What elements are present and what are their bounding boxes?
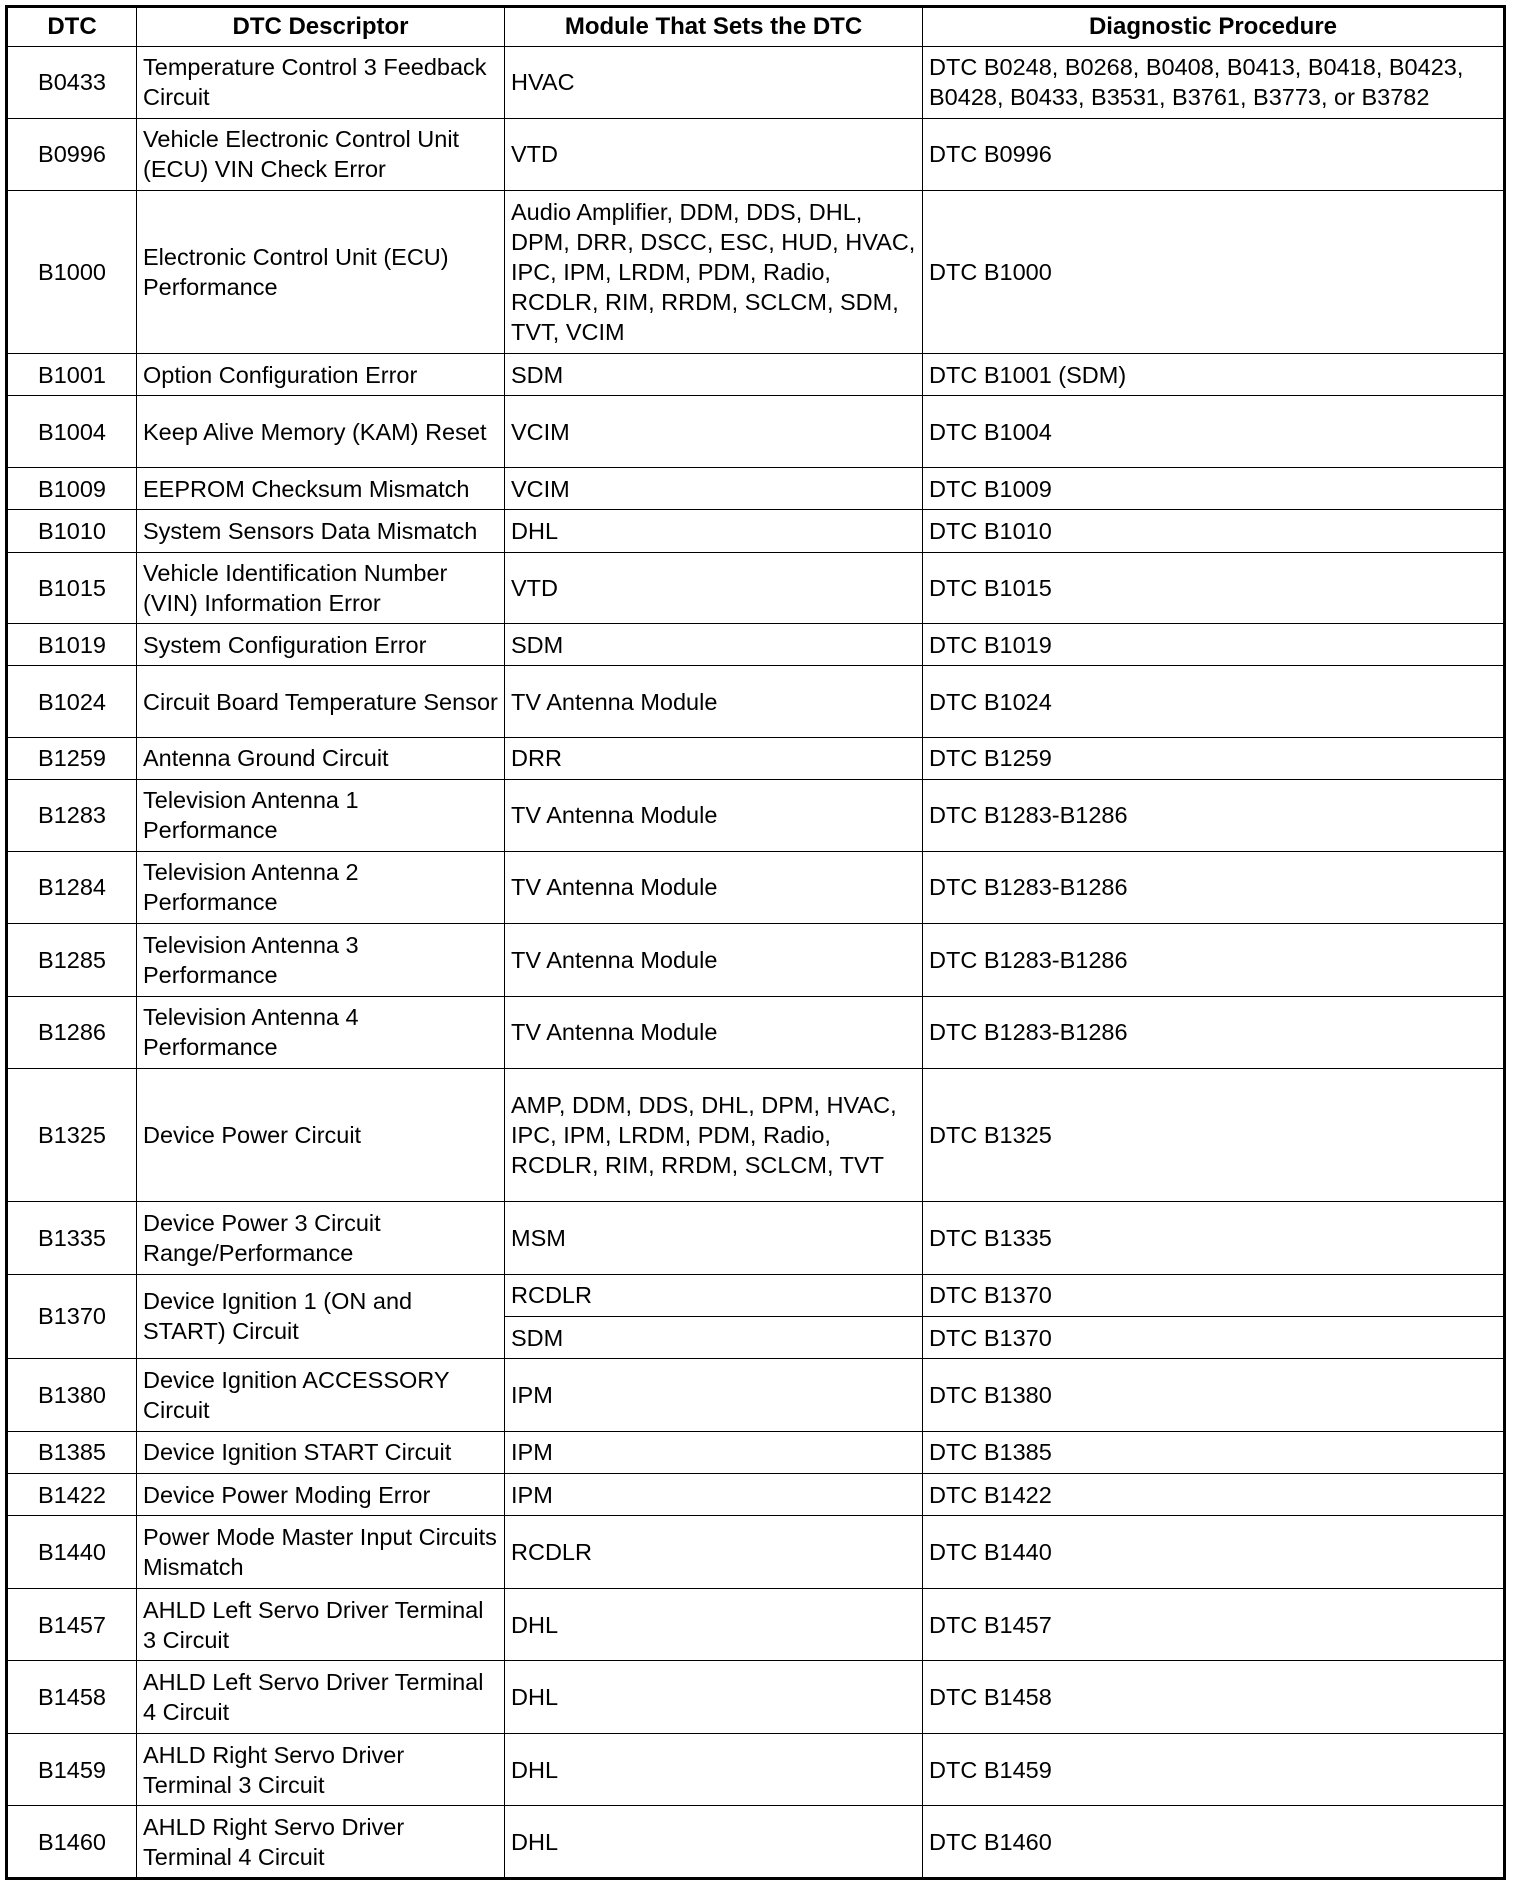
dtc-descriptor: AHLD Right Servo Driver Terminal 3 Circuit (137, 1733, 505, 1806)
diagnostic-procedure: DTC B1024 (923, 666, 1505, 738)
module-name: SDM (505, 1316, 923, 1358)
header-dtc: DTC (7, 7, 137, 47)
module-name: IPM (505, 1473, 923, 1515)
module-name: RCDLR (505, 1516, 923, 1589)
diagnostic-procedure: DTC B1370 (923, 1274, 1505, 1316)
dtc-code: B1325 (7, 1069, 137, 1202)
table-row (7, 1588, 1505, 1661)
table-row (7, 780, 1505, 852)
module-name: VCIM (505, 467, 923, 509)
diagnostic-procedure: DTC B1259 (923, 737, 1505, 779)
table-row (7, 118, 1505, 191)
diagnostic-procedure: DTC B1457 (923, 1588, 1505, 1661)
dtc-descriptor: System Configuration Error (137, 624, 505, 666)
diagnostic-procedure: DTC B1385 (923, 1431, 1505, 1473)
dtc-code: B1457 (7, 1588, 137, 1661)
table-row (7, 737, 1505, 779)
dtc-descriptor: Antenna Ground Circuit (137, 737, 505, 779)
dtc-code: B1440 (7, 1516, 137, 1589)
table-row (7, 1661, 1505, 1734)
dtc-descriptor: Device Ignition ACCESSORY Circuit (137, 1359, 505, 1432)
table-row (7, 1069, 1505, 1202)
dtc-code: B1370 (7, 1274, 137, 1359)
diagnostic-procedure: DTC B0248, B0268, B0408, B0413, B0418, B0423, B0428, B0433, B3531, B3761, B3773, or B3782 (923, 47, 1505, 119)
diagnostic-procedure: DTC B1440 (923, 1516, 1505, 1589)
dtc-descriptor: System Sensors Data Mismatch (137, 510, 505, 552)
diagnostic-procedure: DTC B1422 (923, 1473, 1505, 1515)
diagnostic-procedure: DTC B1335 (923, 1202, 1505, 1275)
table-row (7, 1733, 1505, 1806)
diagnostic-procedure: DTC B1380 (923, 1359, 1505, 1432)
dtc-code: B1286 (7, 996, 137, 1069)
module-name: RCDLR (505, 1274, 923, 1316)
diagnostic-procedure: DTC B0996 (923, 118, 1505, 191)
dtc-code: B0996 (7, 118, 137, 191)
table-row (7, 396, 1505, 468)
dtc-descriptor: Keep Alive Memory (KAM) Reset (137, 396, 505, 468)
module-name: SDM (505, 354, 923, 396)
module-name: AMP, DDM, DDS, DHL, DPM, HVAC, IPC, IPM, LRDM, PDM, Radio, RCDLR, RIM, RRDM, SCLCM, TVT (505, 1069, 923, 1202)
diagnostic-procedure: DTC B1458 (923, 1661, 1505, 1734)
dtc-descriptor: Vehicle Identification Number (VIN) Information Error (137, 552, 505, 624)
dtc-table (5, 5, 1506, 1880)
module-name: VTD (505, 552, 923, 624)
diagnostic-procedure: DTC B1009 (923, 467, 1505, 509)
dtc-descriptor: EEPROM Checksum Mismatch (137, 467, 505, 509)
table-row (7, 666, 1505, 738)
dtc-code: B1459 (7, 1733, 137, 1806)
dtc-descriptor: Option Configuration Error (137, 354, 505, 396)
dtc-descriptor: AHLD Right Servo Driver Terminal 4 Circuit (137, 1806, 505, 1879)
table-row (7, 1359, 1505, 1432)
dtc-code: B1000 (7, 191, 137, 354)
dtc-code: B1458 (7, 1661, 137, 1734)
table-row (7, 1274, 1505, 1316)
dtc-descriptor: Device Ignition 1 (ON and START) Circuit (137, 1274, 505, 1359)
dtc-descriptor: AHLD Left Servo Driver Terminal 4 Circuit (137, 1661, 505, 1734)
module-name: MSM (505, 1202, 923, 1275)
diagnostic-procedure: DTC B1325 (923, 1069, 1505, 1202)
table-row (7, 924, 1505, 997)
dtc-descriptor: Device Power Circuit (137, 1069, 505, 1202)
dtc-descriptor: Power Mode Master Input Circuits Mismatch (137, 1516, 505, 1589)
dtc-code: B1010 (7, 510, 137, 552)
dtc-code: B1385 (7, 1431, 137, 1473)
diagnostic-procedure: DTC B1019 (923, 624, 1505, 666)
dtc-descriptor: Television Antenna 3 Performance (137, 924, 505, 997)
diagnostic-procedure: DTC B1010 (923, 510, 1505, 552)
table-row (7, 552, 1505, 624)
dtc-descriptor: Television Antenna 1 Performance (137, 780, 505, 852)
diagnostic-procedure: DTC B1459 (923, 1733, 1505, 1806)
module-name: TV Antenna Module (505, 851, 923, 924)
table-row (7, 1431, 1505, 1473)
module-name: TV Antenna Module (505, 666, 923, 738)
dtc-code: B1284 (7, 851, 137, 924)
table-row (7, 191, 1505, 354)
module-name: DHL (505, 1588, 923, 1661)
dtc-code: B1009 (7, 467, 137, 509)
dtc-code: B1259 (7, 737, 137, 779)
module-name: DHL (505, 1806, 923, 1879)
dtc-code: B1019 (7, 624, 137, 666)
diagnostic-procedure: DTC B1000 (923, 191, 1505, 354)
table-row (7, 354, 1505, 396)
dtc-code: B1283 (7, 780, 137, 852)
module-name: DHL (505, 1733, 923, 1806)
diagnostic-procedure: DTC B1283-B1286 (923, 851, 1505, 924)
dtc-code: B1335 (7, 1202, 137, 1275)
header-descriptor: DTC Descriptor (137, 7, 505, 47)
table-row (7, 996, 1505, 1069)
module-name: DHL (505, 510, 923, 552)
dtc-code: B1024 (7, 666, 137, 738)
table-row (7, 1516, 1505, 1589)
dtc-descriptor: Television Antenna 2 Performance (137, 851, 505, 924)
table-row (7, 1473, 1505, 1515)
table-row (7, 1202, 1505, 1275)
module-name: DRR (505, 737, 923, 779)
dtc-descriptor: Device Power Moding Error (137, 1473, 505, 1515)
module-name: VCIM (505, 396, 923, 468)
diagnostic-procedure: DTC B1283-B1286 (923, 780, 1505, 852)
module-name: TV Antenna Module (505, 924, 923, 997)
module-name: SDM (505, 624, 923, 666)
dtc-code: B1460 (7, 1806, 137, 1879)
module-name: VTD (505, 118, 923, 191)
table-row (7, 1806, 1505, 1879)
dtc-descriptor: Electronic Control Unit (ECU) Performance (137, 191, 505, 354)
module-name: IPM (505, 1359, 923, 1432)
table-row (7, 851, 1505, 924)
diagnostic-procedure: DTC B1015 (923, 552, 1505, 624)
table-row (7, 510, 1505, 552)
table-row (7, 624, 1505, 666)
dtc-descriptor: Television Antenna 4 Performance (137, 996, 505, 1069)
dtc-code: B1380 (7, 1359, 137, 1432)
diagnostic-procedure: DTC B1370 (923, 1316, 1505, 1358)
module-name: IPM (505, 1431, 923, 1473)
table-row (7, 47, 1505, 119)
dtc-code: B0433 (7, 47, 137, 119)
dtc-code: B1004 (7, 396, 137, 468)
module-name: TV Antenna Module (505, 780, 923, 852)
diagnostic-procedure: DTC B1001 (SDM) (923, 354, 1505, 396)
diagnostic-procedure: DTC B1283-B1286 (923, 996, 1505, 1069)
module-name: DHL (505, 1661, 923, 1734)
dtc-descriptor: AHLD Left Servo Driver Terminal 3 Circuit (137, 1588, 505, 1661)
dtc-descriptor: Circuit Board Temperature Sensor (137, 666, 505, 738)
table-row (7, 467, 1505, 509)
dtc-code: B1422 (7, 1473, 137, 1515)
dtc-code: B1015 (7, 552, 137, 624)
dtc-descriptor: Vehicle Electronic Control Unit (ECU) VIN Check Error (137, 118, 505, 191)
header-procedure: Diagnostic Procedure (923, 7, 1505, 47)
dtc-code: B1001 (7, 354, 137, 396)
dtc-descriptor: Device Ignition START Circuit (137, 1431, 505, 1473)
dtc-descriptor: Device Power 3 Circuit Range/Performance (137, 1202, 505, 1275)
module-name: Audio Amplifier, DDM, DDS, DHL, DPM, DRR, DSCC, ESC, HUD, HVAC, IPC, IPM, LRDM, PDM, Radio, RCDLR, RIM, RRDM, SCLCM, SDM, TVT, VCIM (505, 191, 923, 354)
dtc-code: B1285 (7, 924, 137, 997)
module-name: HVAC (505, 47, 923, 119)
header-row (7, 7, 1505, 47)
dtc-descriptor: Temperature Control 3 Feedback Circuit (137, 47, 505, 119)
diagnostic-procedure: DTC B1460 (923, 1806, 1505, 1879)
module-name: TV Antenna Module (505, 996, 923, 1069)
diagnostic-procedure: DTC B1283-B1286 (923, 924, 1505, 997)
header-module: Module That Sets the DTC (505, 7, 923, 47)
diagnostic-procedure: DTC B1004 (923, 396, 1505, 468)
